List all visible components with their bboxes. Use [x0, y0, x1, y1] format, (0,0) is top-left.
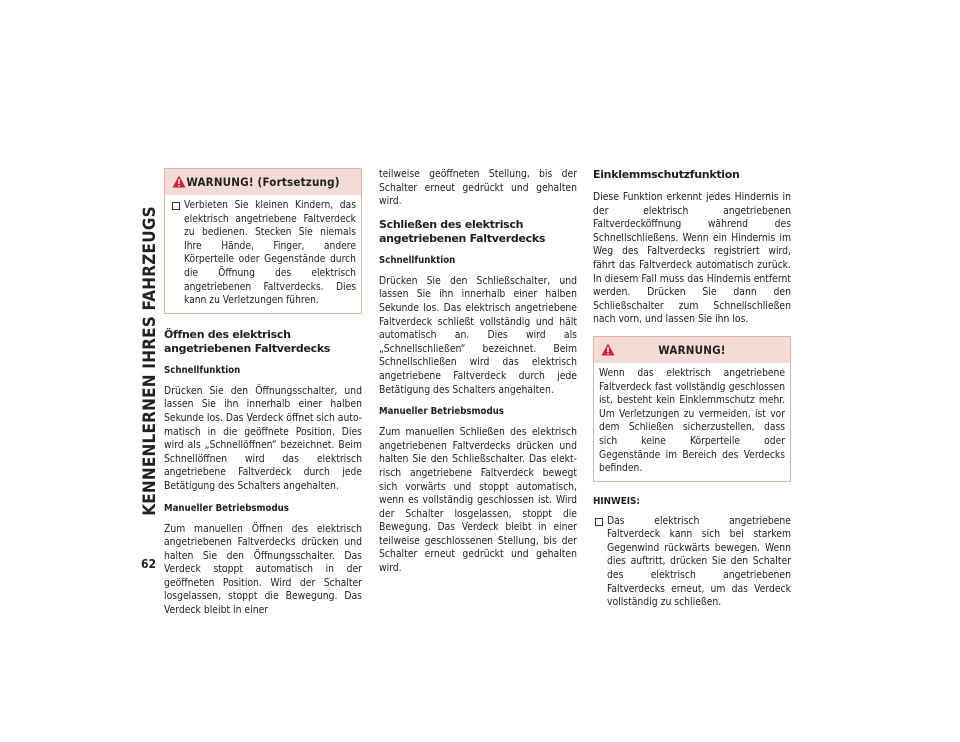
warning-title: WARNUNG!: [658, 342, 726, 357]
subheading-manual-mode: Manueller Betriebsmodus: [379, 406, 504, 418]
side-chapter-title: [138, 170, 162, 552]
paragraph-continuation: teilweise geöffneten Stellung, bis der Schalter erneut gedrückt und gehalten wird.: [379, 168, 577, 208]
paragraph-manual-close: Zum manuellen Schließen des elektrisch angetriebenen Faltverdecks drücken und halten Sie den Schließschalter. Das elektrisch angetriebene Faltverdeck bewegt sich vorwärts und stoppt automatisch, wenn es vollständig geschlossen ist. Wird der Schalter losgelassen, stoppt die Bewegung. Das Verdeck bleibt in einer teilweise geschlossenen Stellung, bis der Schalter erneut gedrückt und gehalten wird.: [379, 426, 577, 575]
warning-header: [165, 169, 361, 195]
checkbox-bullet-icon: [172, 202, 180, 210]
section-heading-pinch-protection: Einklemmschutzfunktion: [593, 168, 740, 181]
side-chapter-title-text: KENNENLERNEN IHRES FAHRZEUGS: [140, 206, 160, 516]
checkbox-bullet-icon: [595, 518, 603, 526]
paragraph-quick-close: Drücken Sie den Schließschalter, und lassen Sie ihn innerhalb einer halben Sekunde los. Das elektrisch angetriebene Faltverdeck schließt vollständig und hält automatisch an. Dies wird als „Schnellschließen“ bezeichnet. Beim Schnellschließen wird das elektrisch angetriebene Faltverdeck durch jede Betätigung des Schalters angehalten.: [379, 274, 577, 396]
paragraph-manual-open: Zum manuellen Öffnen des elektrisch angetriebenen Faltverdecks drücken und halten Sie den Öffnungsschalter. Das Verdeck stoppt automatisch in der geöffneten Position. Wird der Schalter losgelassen, stoppt die Bewegung. Das Verdeck bleibt in einer: [164, 522, 362, 617]
warning-box: [593, 336, 791, 482]
warning-bullet-text: Verbieten Sie kleinen Kindern, das elektrisch angetriebene Faltverdeck zu bedienen. Stecken Sie niemals Ihre Hände, Finger, andere Körperteile oder Gegenstände durch die Öffnung des elektrisch angetriebenen Faltverdecks. Dies kann zu Verletzungen führen.: [184, 200, 356, 307]
warning-title: WARNUNG! (Fortsetzung): [186, 175, 340, 189]
warning-bullet-item: [170, 199, 356, 308]
warning-body: [165, 195, 361, 313]
subheading-manual-mode: Manueller Betriebsmodus: [164, 502, 289, 514]
paragraph-quick-open: Drücken Sie den Öffnungsschalter, und lassen Sie ihn innerhalb einer halben Sekunde los. Das Verdeck öffnet sich automatisch in die geöffnete Position. Dies wird als „Schnellöffnen“ bezeichnet. Beim Schnellöffnen wird das elektrisch angetriebene Faltverdeck durch jede Betätigung des Schalters angehalten.: [164, 384, 362, 492]
paragraph-pinch-protection: Diese Funktion erkennt jedes Hindernis in der elektrisch angetriebenen Faltverdecköffnung während des Schnellschließens. Wenn ein Hindernis im Weg des Faltverdecks registriert wird, fährt das Faltverdeck automatisch zurück. In diesem Fall muss das Hindernis entfernt werden. Drücken Sie dann den Schließschalter zum Schnellschließen nach vorn, und lassen Sie ihn los.: [593, 191, 791, 326]
note-bullet-item: [593, 515, 791, 610]
warning-body: Wenn das elektrisch angetriebene Faltverdeck fast vollständig geschlossen ist, besteht kein Einklemmschutz mehr. Um Verletzungen zu vermeiden, ist vor dem Schließen sicherzustellen, dass sich keine Körperteile oder Gegenstände im Bereich des Verdecks befinden.: [599, 367, 785, 475]
subheading-quick-function: Schnellfunktion: [379, 254, 456, 266]
section-heading-close: Schließen des elektrisch angetriebenen Faltverdecks: [379, 217, 546, 245]
column-3: [593, 168, 791, 619]
section-heading-open: Öffnen des elektrisch angetriebenen Faltverdecks: [164, 327, 331, 355]
page-number: 62: [141, 557, 157, 571]
subheading-quick-function: Schnellfunktion: [164, 364, 241, 376]
column-1: [164, 168, 362, 627]
column-2: [379, 168, 577, 585]
warning-triangle-icon: [172, 175, 186, 188]
warning-header: [594, 337, 790, 363]
warning-box-continued: [164, 168, 362, 314]
note-label: HINWEIS:: [593, 495, 640, 507]
warning-triangle-icon: [601, 343, 615, 356]
note-bullet-text: Das elektrisch angetriebene Faltverdeck kann sich bei starkem Gegenwind rückwärts bewegen. Wenn dies auftritt, drücken Sie den Schalter des elektrisch angetriebenen Faltverdecks erneut, um das Verdeck vollständig zu schließen.: [607, 514, 791, 609]
